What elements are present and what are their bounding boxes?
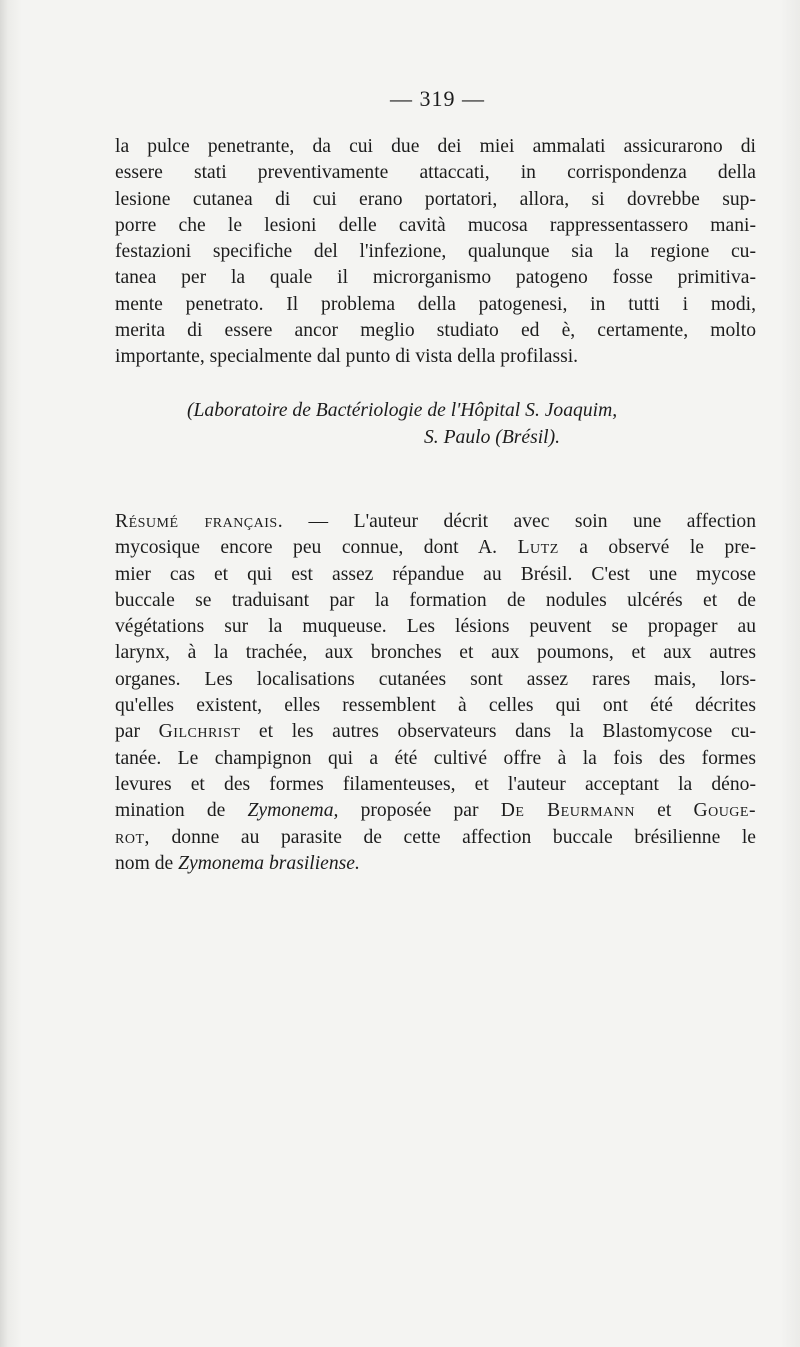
text-line: larynx, à la trachée, aux bronches et aux poumons, et aux autres xyxy=(115,642,756,664)
text-line: la pulce penetrante, da cui due dei miei ammalati assicurarono di xyxy=(115,136,756,157)
text-line: rot, donne au parasite de cette affection buccale brésilienne le xyxy=(115,826,756,848)
text-line: par Gilchrist et les autres observateurs dans la Blastomycose cu- xyxy=(115,721,757,743)
text-line: merita di essere ancor meglio studiato ed è, certamente, molto xyxy=(115,320,756,342)
text-line: mente penetrato. Il problema della patogenesi, in tutti i modi, xyxy=(115,293,756,315)
author-name: De Beurmann xyxy=(500,800,635,822)
text-line: organes. Les localisations cutanées sont assez rares mais, lors- xyxy=(115,668,756,690)
text-line: buccale se traduisant par la formation de nodules ulcérés et de xyxy=(115,589,756,611)
text-line: porre che le lesioni delle cavità mucosa rappressentassero mani- xyxy=(115,214,756,236)
text-line: importante, specialmente dal punto di vista della profilassi. xyxy=(115,346,579,368)
text-line: essere stati preventivamente attaccati, in corrispondenza della xyxy=(115,162,756,184)
author-name: Lutz xyxy=(517,537,559,559)
text-line: festazioni specifiche del l'infezione, qualunque sia la regione cu- xyxy=(115,241,756,263)
text-line: tanea per la quale il microrganismo patogeno fosse primitiva- xyxy=(115,267,756,289)
text-line: tanée. Le champignon qui a été cultivé offre à la fois des formes xyxy=(115,747,756,769)
italian-paragraph xyxy=(115,134,756,371)
text-line: végétations sur la muqueuse. Les lésions peuvent se propager au xyxy=(115,616,756,638)
text-line: qu'elles existent, elles ressemblent à celles qui ont été décrites xyxy=(115,695,756,717)
summary-heading: Résumé français. xyxy=(115,511,284,532)
text-line: nom de Zymonema brasiliense. xyxy=(115,852,360,874)
genus-name: Zymonema, xyxy=(247,800,339,822)
page-number: — 319 — xyxy=(390,86,485,111)
text-line: lesione cutanea di cui erano portatori, allora, si dovrebbe sup- xyxy=(115,188,756,210)
text-line: mination de Zymonema, proposée par De Beurmann et Gouge- xyxy=(115,800,756,822)
author-name: Gilchrist xyxy=(158,721,241,743)
french-summary xyxy=(115,509,756,877)
text-line: Résumé français. — L'auteur décrit avec soin une affection xyxy=(115,511,756,532)
author-name: Gouge- xyxy=(693,800,756,822)
species-name: Zymonema brasiliense. xyxy=(178,852,360,874)
text-line: mycosique encore peu connue, dont A. Lutz a observé le pre- xyxy=(115,537,756,559)
affiliation-line-1: (Laboratoire de Bactériologie de l'Hôpital S. Joaquim, xyxy=(187,400,618,421)
author-name: rot, xyxy=(115,826,150,848)
text-line: levures et des formes filamenteuses, et l'auteur acceptant la déno- xyxy=(115,773,756,795)
text-line: mier cas et qui est assez répandue au Brésil. C'est une mycose xyxy=(115,563,756,585)
affiliation-line-2: S. Paulo (Brésil). xyxy=(424,426,561,448)
affiliation xyxy=(115,398,756,451)
